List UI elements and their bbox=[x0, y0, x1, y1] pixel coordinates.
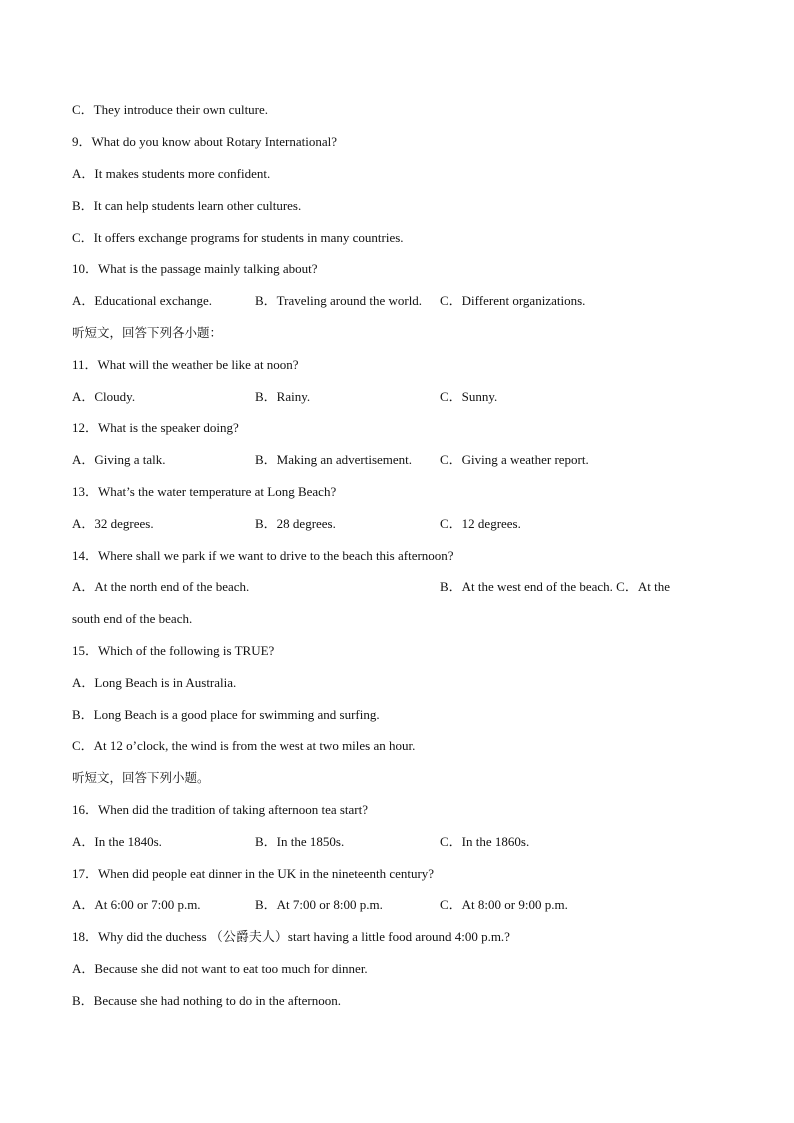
option-14b: B．At the west end of the beach. C．At the bbox=[440, 579, 670, 594]
section-heading-2: 听短文，回答下列小题。 bbox=[72, 770, 210, 785]
option-13c: C．12 degrees. bbox=[440, 516, 521, 531]
question-14: 14．Where shall we park if we want to drive to the beach this afternoon? bbox=[72, 548, 454, 563]
option-15a: A．Long Beach is in Australia. bbox=[72, 675, 237, 690]
option-17a: A．At 6:00 or 7:00 p.m. bbox=[72, 897, 201, 912]
question-13: 13．What’s the water temperature at Long Beach? bbox=[72, 484, 337, 499]
option-9c: C．It offers exchange programs for students in many countries. bbox=[72, 230, 404, 245]
option-10b: B．Traveling around the world. bbox=[255, 293, 423, 308]
option-10a: A．Educational exchange. bbox=[72, 293, 213, 308]
option-11c: C．Sunny. bbox=[440, 389, 498, 404]
option-9b: B．It can help students learn other cultures. bbox=[72, 198, 302, 213]
option-15c: C．At 12 o’clock, the wind is from the west at two miles an hour. bbox=[72, 738, 416, 753]
question-9: 9．What do you know about Rotary International? bbox=[72, 134, 337, 149]
option-12b: B．Making an advertisement. bbox=[255, 452, 413, 467]
option-8c: C．They introduce their own culture. bbox=[72, 102, 269, 117]
section-heading: 听短文，回答下列各小题： bbox=[72, 325, 223, 340]
option-18a: A．Because she did not want to eat too much for dinner. bbox=[72, 961, 368, 976]
question-15: 15．Which of the following is TRUE? bbox=[72, 643, 275, 658]
option-15b: B．Long Beach is a good place for swimming and surfing. bbox=[72, 707, 380, 722]
question-10: 10．What is the passage mainly talking about? bbox=[72, 261, 318, 276]
question-18: 18．Why did the duchess （公爵夫人）start having a little food around 4:00 p.m.? bbox=[72, 929, 510, 944]
option-14a: A．At the north end of the beach. bbox=[72, 579, 250, 594]
option-17c: C．At 8:00 or 9:00 p.m. bbox=[440, 897, 568, 912]
option-11b: B．Rainy. bbox=[255, 389, 311, 404]
question-17: 17．When did people eat dinner in the UK in the nineteenth century? bbox=[72, 866, 435, 881]
option-12c: C．Giving a weather report. bbox=[440, 452, 589, 467]
option-9a: A．It makes students more confident. bbox=[72, 166, 271, 181]
option-17b: B．At 7:00 or 8:00 p.m. bbox=[255, 897, 383, 912]
option-12a: A．Giving a talk. bbox=[72, 452, 166, 467]
option-13a: A．32 degrees. bbox=[72, 516, 154, 531]
option-11a: A．Cloudy. bbox=[72, 389, 136, 404]
option-16a: A．In the 1840s. bbox=[72, 834, 162, 849]
option-16b: B．In the 1850s. bbox=[255, 834, 345, 849]
question-16: 16．When did the tradition of taking afternoon tea start? bbox=[72, 802, 369, 817]
option-14c-continued: south end of the beach. bbox=[72, 611, 193, 626]
option-10c: C．Different organizations. bbox=[440, 293, 586, 308]
option-13b: B．28 degrees. bbox=[255, 516, 336, 531]
question-12: 12．What is the speaker doing? bbox=[72, 420, 239, 435]
option-16c: C．In the 1860s. bbox=[440, 834, 530, 849]
option-18b: B．Because she had nothing to do in the afternoon. bbox=[72, 993, 341, 1008]
question-11: 11．What will the weather be like at noon? bbox=[72, 357, 299, 372]
